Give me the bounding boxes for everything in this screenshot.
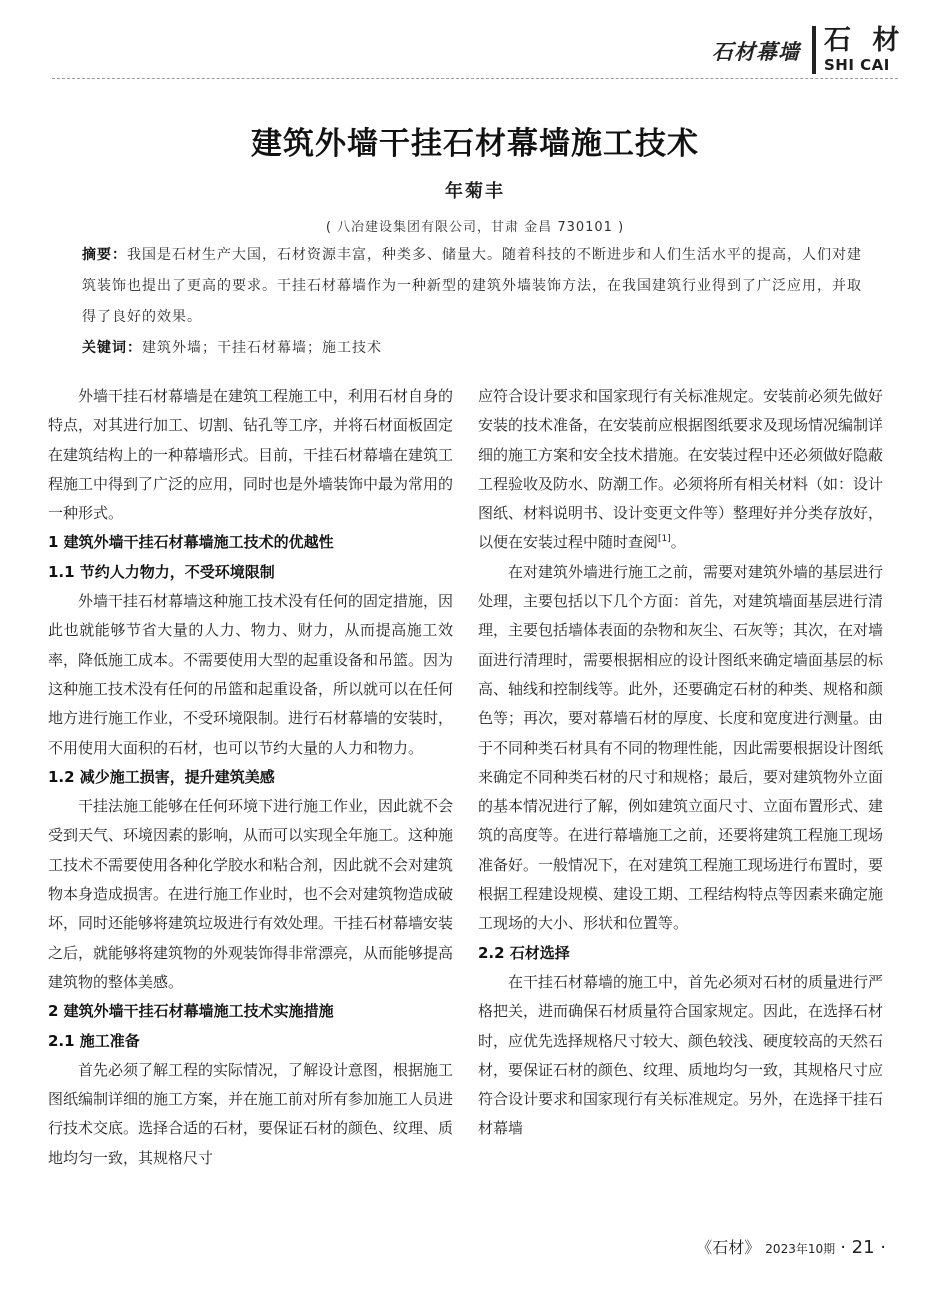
section-2-2-heading: 2.2 石材选择 — [478, 943, 570, 962]
intro-paragraph: 外墙干挂石材幕墙是在建筑工程施工中，利用石材自身的特点，对其进行加工、切割、钻孔等工序，并将石材面板固定在建筑结构上的一种幕墙形式。目前，干挂石材幕墙在建筑工程施工中得到了广泛的应用，同时也是外墙装饰中最为常用的一种形式。 — [48, 387, 454, 523]
section-1-heading: 1 建筑外墙干挂石材幕墙施工技术的优越性 — [48, 533, 334, 552]
section-2-2-paragraph: 在干挂石材幕墙的施工中，首先必须对石材的质量进行严格把关，进而确保石材质量符合国家规定。因此，在选择石材时，应优先选择规格尺寸较大、颜色较浅、硬度较高的天然石材，要保证石材的颜色、纹理、质地均匀一致，其规格尺寸应符合设计要求和国家现行有关标准规定。另外，在选择干挂石材幕墙 — [478, 972, 884, 1138]
journal-logo — [812, 26, 912, 74]
header-divider — [52, 78, 898, 79]
abstract-label: 摘要： — [82, 247, 127, 263]
author-affiliation: ( 八冶建设集团有限公司，甘肃 金昌 730101 ) — [325, 220, 625, 235]
article-title: 建筑外墙干挂石材幕墙施工技术 — [251, 126, 699, 162]
logo-english: SHI CAI — [824, 56, 890, 74]
section-1-2-paragraph: 干挂法施工能够在任何环境下进行施工作业，因此就不会受到天气、环境因素的影响，从而可以实现全年施工。这种施工技术不需要使用各种化学胶水和粘合剂，因此就不会对建筑物本身造成损害。在进行施工作业时，也不会对建筑物造成破坏，同时还能够将建筑垃圾进行有效处理。干挂石材幕墙安装之后，就能够将建筑物的外观装饰得非常漂亮，从而能够提高建筑物的整体美感。 — [48, 797, 454, 991]
section-1-1-heading: 1.1 节约人力物力，不受环境限制 — [48, 562, 275, 581]
keywords-text: 建筑外墙；干挂石材幕墙；施工技术 — [142, 340, 382, 356]
section-2-1-text: 应符合设计要求和国家现行有关标准规定。安装前必须先做好安装的技术准备，在安装前应根据图纸要求及现场情况编制详细的施工方案和安全技术措施。在安装过程中还必须做好隐蔽工程验收及防水、防潮工作。必须将所有相关材料（如：设计图纸、材料说明书、设计变更文件等）整理好并分类存放好，以便在安装过程中随时查阅 — [478, 387, 884, 552]
footer-issue: 2023年10期 — [765, 1242, 836, 1256]
section-2-heading: 2 建筑外墙干挂石材幕墙施工技术实施措施 — [48, 1002, 334, 1021]
article-author: 年菊丰 — [445, 181, 505, 202]
keywords — [82, 334, 872, 362]
left-column — [48, 382, 453, 1173]
abstract-text: 我国是石材生产大国，石材资源丰富，种类多、储量大。随着科技的不断进步和人们生活水平的提高，人们对建筑装饰也提出了更高的要求。干挂石材幕墙作为一种新型的建筑外墙装饰方法，在我国建筑行业得到了广泛应用，并取得了良好的效果。 — [82, 247, 862, 325]
section-label: 石材幕墙 — [712, 40, 800, 64]
footer-journal: 《石材》 — [696, 1238, 761, 1257]
page-number: · 21 · — [840, 1237, 886, 1258]
section-2-1-paragraph-2: 在对建筑外墙进行施工之前，需要对建筑外墙的基层进行处理，主要包括以下几个方面：首先，对建筑墙面基层进行清理，主要包括墙体表面的杂物和灰尘、石灰等；其次，在对墙面进行清理时，需要根据相应的设计图纸来确定墙面基层的标高、轴线和控制线等。此外，还要确定石材的种类、规格和颜色等；再次，要对幕墙石材的厚度、长度和宽度进行测量。由于不同种类石材具有不同的物理性能，因此需要根据设计图纸来确定不同种类石材的尺寸和规格；最后，要对建筑物外立面的基本情况进行了解，例如建筑立面尺寸、立面布置形式、建筑的高度等。在进行幕墙施工之前，还要将建筑工程施工现场准备好。一般情况下，在对建筑工程施工现场进行布置时，要根据工程建设规模、建设工期、工程结构特点等因素来确定施工现场的大小、形状和位置等。 — [478, 562, 884, 933]
page-footer — [696, 1235, 886, 1258]
right-column — [478, 382, 883, 1144]
section-2-1-paragraph-cont — [478, 382, 883, 558]
abstract — [82, 240, 872, 333]
sentence-end: 。 — [670, 533, 686, 552]
section-1-1-paragraph: 外墙干挂石材幕墙这种施工技术没有任何的固定措施，因此也就能够节省大量的人力、物力、财力，从而提高施工效率，降低施工成本。不需要使用大型的起重设备和吊篮。因为这种施工技术没有任何的吊篮和起重设备，所以就可以在任何地方进行施工作业，不受环境限制。进行石材幕墙的安装时，不用使用大面积的石材，也可以节约大量的人力和物力。 — [48, 592, 454, 757]
citation-ref: [1] — [658, 534, 671, 545]
section-2-1-paragraph-start: 首先必须了解工程的实际情况，了解设计意图，根据施工图纸编制详细的施工方案，并在施工前对所有参加施工人员进行技术交底。选择合适的石材，要保证石材的颜色、纹理、质地均匀一致，其规格尺寸 — [48, 1060, 454, 1167]
section-2-1-heading: 2.1 施工准备 — [48, 1031, 140, 1050]
logo-chinese: 石 材 — [824, 25, 906, 56]
keywords-label: 关键词： — [82, 340, 142, 356]
section-1-2-heading: 1.2 减少施工损害，提升建筑美感 — [48, 767, 275, 786]
